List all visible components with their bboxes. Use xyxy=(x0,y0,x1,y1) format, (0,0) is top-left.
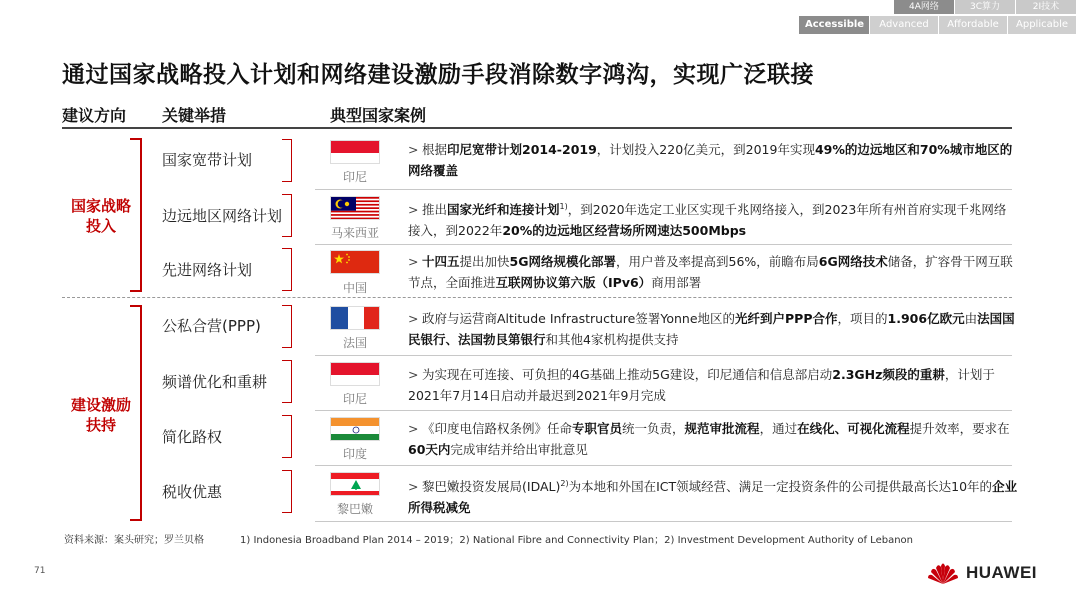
lebanon-flag-icon xyxy=(330,472,380,496)
measure-bracket xyxy=(282,415,292,458)
group-label-incentive: 建设激励扶持 xyxy=(70,396,131,434)
indonesia-flag-icon xyxy=(330,140,380,164)
measure-bracket xyxy=(282,248,292,291)
tab-3c-computing[interactable]: 3C算力 xyxy=(955,0,1015,14)
case-highlight: 专职官员 xyxy=(572,421,623,436)
brand-name: HUAWEI xyxy=(966,563,1037,582)
case-highlight: 5G网络规模化部署 xyxy=(509,254,616,269)
case-text xyxy=(408,418,1018,460)
tab-applicable[interactable]: Applicable xyxy=(1008,16,1076,34)
subsection-tabs xyxy=(798,16,1076,34)
measure-bracket xyxy=(282,194,292,237)
page-title: 通过国家战略投入计划和网络建设激励手段消除数字鸿沟，实现广泛联接 xyxy=(62,62,814,88)
header-direction: 建议方向 xyxy=(62,106,127,125)
measure-label: 税收优惠 xyxy=(162,483,223,501)
measure-label: 先进网络计划 xyxy=(162,261,253,279)
country-label: 马来西亚 xyxy=(330,226,379,240)
case-highlight: 规范审批流程 xyxy=(684,421,760,436)
measure-bracket xyxy=(282,139,292,182)
case-segment: 提出加快 xyxy=(459,254,510,269)
case-highlight: 2.3GHz频段的重耕 xyxy=(832,367,945,382)
case-text xyxy=(408,473,1018,518)
tab-2i-tech[interactable]: 2I技术 xyxy=(1016,0,1076,14)
huawei-petals-icon xyxy=(926,560,960,586)
case-highlight: 十四五 xyxy=(422,254,460,269)
case-highlight: 互联网协议第六版（IPv6） xyxy=(495,275,652,290)
case-segment: 统一负责， xyxy=(622,421,685,436)
measure-label: 国家宽带计划 xyxy=(162,151,253,169)
bullet-arrow-icon: > xyxy=(408,254,419,269)
bullet-arrow-icon: > xyxy=(408,142,419,157)
footnote-ref: 2) xyxy=(560,479,569,488)
case-highlight: 印尼宽带计划2014-2019 xyxy=(447,142,597,157)
country-label: 印尼 xyxy=(342,392,367,406)
measure-bracket xyxy=(282,305,292,348)
row-divider xyxy=(315,521,1012,522)
row-divider xyxy=(315,355,1012,356)
case-highlight: 20%的边远地区经营场所网速达500Mbps xyxy=(502,223,747,239)
case-segment: 黎巴嫩投资发展局(IDAL) xyxy=(422,479,561,495)
header-cases: 典型国家案例 xyxy=(330,106,427,125)
case-segment: 《印度电信路权条例》任命 xyxy=(422,421,573,436)
case-segment: 储备，扩容骨干网互联节点，全面推进 xyxy=(408,254,1013,290)
bullet-arrow-icon: > xyxy=(408,479,419,495)
measure-label: 频谱优化和重耕 xyxy=(162,373,268,391)
section-tabs xyxy=(893,0,1076,14)
case-segment: 和其他4家机构提供支持 xyxy=(545,332,679,347)
case-segment: ，计划于2021年7月14日启动并最迟到2021年9月完成 xyxy=(408,367,995,403)
case-segment: ，计划投入220亿美元，到2019年实现 xyxy=(596,142,815,157)
case-highlight: 企业所得税减免 xyxy=(408,479,1018,516)
bullet-arrow-icon: > xyxy=(408,202,419,218)
measure-label: 公私合营(PPP) xyxy=(162,317,261,335)
case-highlight: 国家光纤和连接计划 xyxy=(447,202,560,218)
country-label: 黎巴嫩 xyxy=(336,502,373,516)
case-segment: 提升效率，要求在 xyxy=(909,421,1010,436)
source-note: 资料来源：案头研究；罗兰贝格 xyxy=(64,535,204,546)
country-label: 中国 xyxy=(342,281,367,295)
case-highlight: 49%的边远地区和70%城市地区的网络覆盖 xyxy=(408,142,1013,178)
case-text xyxy=(408,251,1018,293)
header-divider xyxy=(62,127,1012,129)
tab-4a-network[interactable]: 4A网络 xyxy=(894,0,954,14)
malaysia-flag-icon xyxy=(330,196,380,220)
measure-label: 简化路权 xyxy=(162,428,223,446)
bullet-arrow-icon: > xyxy=(408,311,419,326)
tab-advanced[interactable]: Advanced xyxy=(870,16,938,34)
india-flag-icon xyxy=(330,417,380,441)
case-segment: ，通过 xyxy=(759,421,798,436)
case-segment: 为本地和外国在ICT领域经营、满足一定投资条件的公司提供最高长达10年的 xyxy=(568,479,993,495)
bullet-arrow-icon: > xyxy=(408,367,419,382)
bullet-arrow-icon: > xyxy=(408,421,419,436)
page-number: 71 xyxy=(34,566,46,576)
case-highlight: 6G网络技术 xyxy=(818,254,888,269)
country-label: 法国 xyxy=(342,336,367,350)
case-text xyxy=(408,364,1018,406)
case-highlight: 光纤到户PPP合作 xyxy=(735,311,838,326)
group-label-strategic: 国家战略投入 xyxy=(70,197,131,235)
row-divider xyxy=(315,244,1012,245)
footnotes: 1) Indonesia Broadband Plan 2014 – 2019；2) National Fibre and Connectivity Plan；2) Investment Development Authority of Lebanon xyxy=(240,535,914,546)
case-segment: 政府与运营商Altitude Infrastructure签署Yonne地区的 xyxy=(422,311,736,326)
header-measures: 关键举措 xyxy=(162,106,227,125)
tab-accessible[interactable]: Accessible xyxy=(799,16,869,34)
country-label: 印度 xyxy=(342,447,367,461)
china-flag-icon xyxy=(330,250,380,274)
row-divider xyxy=(315,465,1012,466)
group-bracket-incentive xyxy=(130,305,142,521)
huawei-logo xyxy=(926,560,1037,586)
case-segment: 商用部署 xyxy=(651,275,702,290)
case-segment: 由 xyxy=(964,311,978,326)
footnote-ref: 1) xyxy=(559,202,568,211)
case-highlight: 60天内 xyxy=(408,442,451,457)
group-bracket-strategic xyxy=(130,138,142,292)
case-segment: 完成审结并给出审批意见 xyxy=(450,442,588,457)
case-segment: 为实现在可连接、可负担的4G基础上推动5G建设，印尼通信和信息部启动 xyxy=(422,367,833,382)
group-divider xyxy=(62,297,1012,298)
case-text xyxy=(408,139,1018,181)
case-segment: ，用户普及率提高到56%，前瞻布局 xyxy=(616,254,819,269)
case-segment: 根据 xyxy=(422,142,448,157)
indonesia-flag-icon xyxy=(330,362,380,386)
measure-bracket xyxy=(282,360,292,403)
case-text xyxy=(408,308,1018,350)
case-highlight: 在线化、可视化流程 xyxy=(797,421,910,436)
case-highlight: 法国国民银行、法国勃艮第银行 xyxy=(408,311,1015,347)
france-flag-icon xyxy=(330,306,380,330)
measure-bracket xyxy=(282,470,292,513)
case-segment: 推出 xyxy=(422,202,448,218)
tab-affordable[interactable]: Affordable xyxy=(939,16,1007,34)
row-divider xyxy=(315,410,1012,411)
measure-label: 边远地区网络计划 xyxy=(162,207,283,225)
case-segment: ，到2020年选定工业区实现千兆网络接入，到2023年所有州首府实现千兆网络接入，到2022年 xyxy=(408,202,1007,239)
case-highlight: 1.906亿欧元 xyxy=(887,311,965,326)
country-label: 印尼 xyxy=(342,170,367,184)
row-divider xyxy=(315,189,1012,190)
case-text xyxy=(408,196,1018,241)
case-segment: ，项目的 xyxy=(837,311,888,326)
